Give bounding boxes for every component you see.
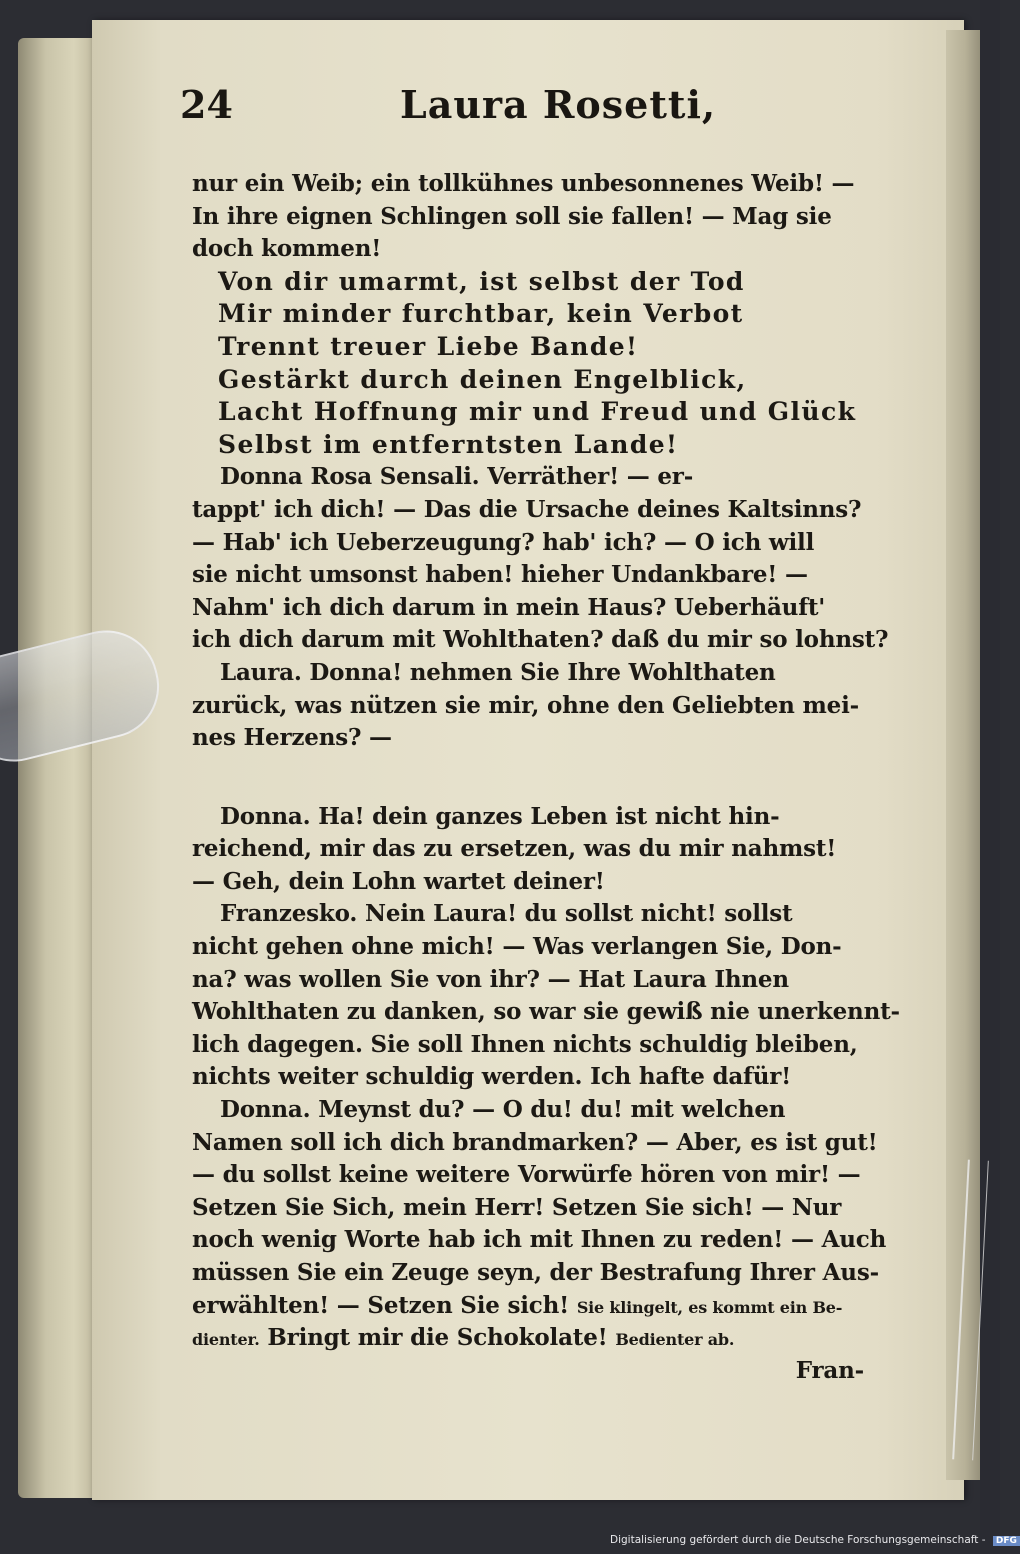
text-line: In ihre eignen Schlingen soll sie fallen! — Mag sie bbox=[192, 202, 832, 230]
speaker-line: Donna Rosa Sensali. Verräther! — er- bbox=[220, 463, 694, 491]
running-title: Laura Rosetti, bbox=[400, 82, 717, 127]
verse-line: Selbst im entferntsten Lande! bbox=[218, 429, 679, 459]
dark-margin bbox=[980, 0, 1000, 1554]
footer-credit bbox=[610, 1534, 1017, 1550]
text-line: — du sollst keine weitere Vorwürfe hören von mir! — bbox=[192, 1161, 861, 1189]
text-line: Setzen Sie Sich, mein Herr! Setzen Sie sich! — Nur bbox=[192, 1193, 842, 1221]
text-fragment: Bringt mir die Schokolate! bbox=[267, 1324, 608, 1352]
speaker-line: Donna. Meynst du? — O du! du! mit welchen bbox=[220, 1096, 786, 1124]
credit-text: Digitalisierung gefördert durch die Deutsche Forschungsgemeinschaft - bbox=[610, 1534, 986, 1546]
text-line: ich dich darum mit Wohlthaten? daß du mir so lohnst? bbox=[192, 626, 889, 654]
text-line: — Geh, dein Lohn wartet deiner! bbox=[192, 867, 605, 895]
page-number: 24 bbox=[180, 82, 233, 127]
text-fragment: erwählten! — Setzen Sie sich! bbox=[192, 1291, 569, 1319]
page-text bbox=[192, 168, 900, 1387]
text-line bbox=[192, 1290, 864, 1323]
verse-line: Mir minder furchtbar, kein Verbot bbox=[218, 299, 744, 329]
verse-line: Gestärkt durch deinen Engelblick, bbox=[218, 364, 747, 394]
page-header bbox=[180, 82, 860, 132]
text-line: doch kommen! bbox=[192, 235, 382, 263]
stage-direction: Sie klingelt, es kommt ein Be- bbox=[576, 1297, 843, 1317]
text-line: sie nicht umsonst haben! hieher Undankbare! — bbox=[192, 561, 808, 589]
catchword: Fran- bbox=[795, 1356, 864, 1384]
stage-direction: Bedienter ab. bbox=[615, 1330, 735, 1350]
text-line: reichend, mir das zu ersetzen, was du mir nahmst! bbox=[192, 835, 837, 863]
verse-line: Von dir umarmt, ist selbst der Tod bbox=[218, 266, 745, 296]
text-line: — Hab' ich Ueberzeugung? hab' ich? — O ich will bbox=[192, 528, 815, 556]
speaker-line: Franzesko. Nein Laura! du sollst nicht! sollst bbox=[220, 900, 793, 928]
text-line: nichts weiter schuldig werden. Ich hafte dafür! bbox=[192, 1063, 792, 1091]
text-line: Namen soll ich dich brandmarken? — Aber, es ist gut! bbox=[192, 1128, 878, 1156]
text-line: Wohlthaten zu danken, so war sie gewiß nie unerkennt- bbox=[192, 998, 900, 1026]
text-line: nes Herzens? — bbox=[192, 724, 392, 752]
verse-line: Lacht Hoffnung mir und Freud und Glück bbox=[218, 397, 857, 427]
text-line: noch wenig Worte hab ich mit Ihnen zu reden! — Auch bbox=[192, 1226, 887, 1254]
text-line: tappt' ich dich! — Das die Ursache deines Kaltsinns? bbox=[192, 495, 862, 523]
dfg-logo: DFG bbox=[993, 1536, 1020, 1546]
text-line: nicht gehen ohne mich! — Was verlangen Sie, Don- bbox=[192, 933, 842, 961]
stage-direction: dienter. bbox=[192, 1330, 260, 1350]
speaker-line: Donna. Ha! dein ganzes Leben ist nicht hin- bbox=[220, 802, 780, 830]
text-line: Nahm' ich dich darum in mein Haus? Ueberhäuft' bbox=[192, 593, 826, 621]
text-line: zurück, was nützen sie mir, ohne den Geliebten mei- bbox=[192, 691, 859, 719]
speaker-line: Laura. Donna! nehmen Sie Ihre Wohlthaten bbox=[220, 658, 776, 686]
verse-line: Trennt treuer Liebe Bande! bbox=[218, 331, 639, 361]
line-gap bbox=[192, 755, 864, 801]
text-line: nur ein Weib; ein tollkühnes unbesonnenes Weib! — bbox=[192, 170, 855, 197]
text-line bbox=[192, 1322, 864, 1355]
text-line: na? was wollen Sie von ihr? — Hat Laura Ihnen bbox=[192, 965, 789, 993]
text-line: lich dagegen. Sie soll Ihnen nichts schuldig bleiben, bbox=[192, 1030, 858, 1058]
text-line: müssen Sie ein Zeuge seyn, der Bestrafung Ihrer Aus- bbox=[192, 1259, 879, 1286]
left-page-stack bbox=[18, 38, 98, 1498]
